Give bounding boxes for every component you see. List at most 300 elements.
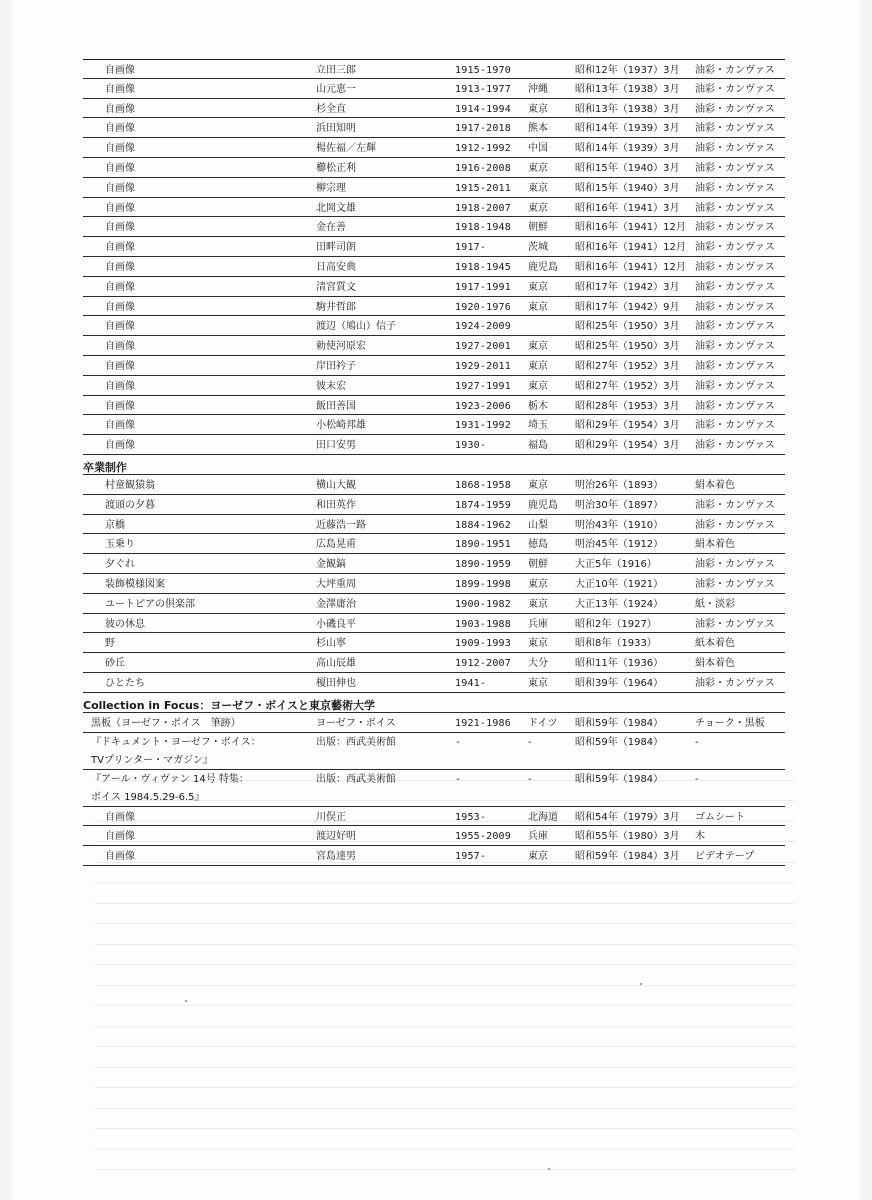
work-title-cell: [105, 261, 135, 274]
medium: 油彩・カンヴァス: [695, 321, 775, 333]
table-row: [83, 138, 785, 158]
production-date: 昭和59年（1984）: [575, 717, 664, 729]
work-title: 自画像: [105, 222, 135, 234]
table-row: [83, 495, 785, 515]
birthplace: 朝鮮: [528, 559, 548, 571]
artist-name: 清宮質文: [316, 281, 356, 293]
table-row: [83, 574, 785, 594]
birthplace: 東京: [528, 380, 548, 392]
artist-years: 1914-1994: [455, 103, 511, 115]
work-title: 自画像: [105, 202, 135, 214]
table-row: [83, 846, 785, 866]
medium: 油彩・カンヴァス: [695, 380, 775, 392]
work-title: 自画像: [105, 420, 135, 432]
artist-years: 1868-1958: [455, 479, 511, 491]
medium: 油彩・カンヴァス: [695, 222, 775, 234]
work-title-cell: [105, 400, 135, 413]
production-date: 大正5年（1916）: [575, 559, 657, 571]
work-title-cell: [105, 360, 135, 373]
artist-name: 櫛松正利: [316, 162, 356, 174]
artist-name: 川俣正: [316, 811, 346, 823]
birthplace: ドイツ: [528, 717, 558, 729]
work-title: ユートピアの倶楽部: [105, 598, 195, 610]
artist-years: 1955-2009: [455, 831, 511, 843]
work-title: 自画像: [105, 143, 135, 155]
work-title-cell: [105, 637, 115, 650]
artist-name: 出版：西武美術館: [316, 773, 396, 785]
artist-years: 1913-1977: [455, 83, 511, 95]
medium: 油彩・カンヴァス: [695, 559, 775, 571]
artist-name: 金在善: [316, 222, 346, 234]
work-title: 『アール・ヴィヴァン 14号 特集：: [91, 773, 249, 785]
work-title-cell: [105, 519, 125, 532]
medium: 油彩・カンヴァス: [695, 420, 775, 432]
medium: 油彩・カンヴァス: [695, 242, 775, 254]
table-row: [83, 515, 785, 535]
artist-years: 1912-2007: [455, 658, 511, 670]
table-row: [83, 733, 785, 770]
table-row: [83, 217, 785, 237]
work-title-cell: [105, 811, 135, 824]
birthplace: 東京: [528, 162, 548, 174]
medium: 油彩・カンヴァス: [695, 83, 775, 95]
birthplace: 東京: [528, 341, 548, 353]
medium: 油彩・カンヴァス: [695, 519, 775, 531]
work-title-cell: [105, 618, 145, 631]
medium: 油彩・カンヴァス: [695, 202, 775, 214]
section-heading: [83, 455, 785, 475]
medium: 絹本着色: [695, 539, 735, 551]
table-row: [83, 653, 785, 673]
work-title-cell: [105, 202, 135, 215]
table-row: [83, 673, 785, 693]
table-row: [83, 79, 785, 99]
work-title-cell: [105, 162, 135, 175]
work-title-cell: [105, 499, 155, 512]
artist-years: -: [455, 773, 462, 785]
artist-years: 1941-: [455, 677, 487, 689]
artist-name: 渡辺（鳩山）信子: [316, 321, 396, 333]
artist-years: 1923-2006: [455, 400, 511, 412]
artist-years: 1920-1976: [455, 301, 511, 313]
work-title: 渡頭の夕暮: [105, 499, 155, 511]
production-date: 昭和16年（1941）12月: [575, 222, 686, 234]
work-title-cell: [105, 558, 135, 571]
production-date: 昭和2年（1927）: [575, 618, 657, 630]
medium: 油彩・カンヴァス: [695, 123, 775, 135]
artist-years: 1915-1970: [455, 65, 511, 76]
artist-years: 1930-: [455, 440, 487, 452]
work-title-cell: [91, 736, 261, 767]
work-title-cell: [105, 182, 135, 195]
medium: -: [695, 736, 699, 748]
production-date: 大正10年（1921）: [575, 578, 664, 590]
production-date: 昭和55年（1980）3月: [575, 831, 680, 843]
birthplace: 東京: [528, 281, 548, 293]
work-title-cell: [105, 598, 195, 611]
artist-name: 横山大観: [316, 479, 356, 491]
work-title-cell: [105, 83, 135, 96]
medium: ビデオテープ: [695, 851, 755, 863]
medium: 油彩・カンヴァス: [695, 677, 775, 689]
production-date: 昭和25年（1950）3月: [575, 341, 680, 353]
table-row: [83, 435, 785, 455]
work-title-line2: ボイス 1984.5.29-6.5』: [91, 791, 205, 803]
birthplace: 山梨: [528, 519, 548, 531]
birthplace: 東京: [528, 103, 548, 115]
table-row: [83, 277, 785, 297]
work-title-line2: TVプリンター・マガジン』: [91, 754, 213, 766]
work-title: 自画像: [105, 242, 135, 254]
medium: 絹本着色: [695, 658, 735, 670]
work-title: 自画像: [105, 811, 135, 823]
table-row: [83, 807, 785, 827]
medium: 紙本着色: [695, 638, 735, 650]
medium: 木: [695, 831, 705, 843]
production-date: 昭和27年（1952）3月: [575, 360, 680, 372]
medium: 油彩・カンヴァス: [695, 440, 775, 452]
artist-name: 勅使河原宏: [316, 341, 366, 353]
artist-name: 駒井哲郎: [316, 301, 356, 313]
work-title-cell: [91, 773, 249, 804]
work-title: 野: [105, 638, 115, 650]
birthplace: 東京: [528, 677, 548, 689]
birthplace: 東京: [528, 578, 548, 590]
artist-years: 1916-2008: [455, 162, 511, 174]
artist-years: 1912-1992: [455, 143, 511, 155]
production-date: 昭和25年（1950）3月: [575, 321, 680, 333]
work-title: 自画像: [105, 380, 135, 392]
birthplace: 茨城: [528, 242, 548, 254]
artist-years: 1957-: [455, 851, 487, 863]
medium: 油彩・カンヴァス: [695, 162, 775, 174]
medium: 油彩・カンヴァス: [695, 499, 775, 511]
table-row: [83, 396, 785, 416]
work-title-cell: [105, 419, 135, 432]
birthplace: 鹿児島: [528, 499, 558, 511]
work-title-cell: [105, 320, 135, 333]
birthplace: 兵庫: [528, 831, 548, 843]
work-title-cell: [105, 439, 135, 452]
work-title-cell: [105, 479, 155, 492]
medium: 油彩・カンヴァス: [695, 143, 775, 155]
artist-name: 和田英作: [316, 499, 356, 511]
artist-name: 宮島達男: [316, 851, 356, 863]
medium: 油彩・カンヴァス: [695, 341, 775, 353]
table-row: [83, 316, 785, 336]
medium: 紙・淡彩: [695, 598, 735, 610]
artist-name: 北岡文雄: [316, 202, 356, 214]
artist-years: 1924-2009: [455, 321, 511, 333]
birthplace: 北海道: [528, 811, 558, 823]
work-title-cell: [105, 64, 135, 77]
table-row: [83, 198, 785, 218]
scan-speck: [640, 983, 642, 985]
work-title-cell: [105, 241, 135, 254]
work-title: 京橋: [105, 519, 125, 531]
birthplace: 東京: [528, 638, 548, 650]
table-row: [83, 534, 785, 554]
table-row: [83, 594, 785, 614]
production-date: 昭和14年（1939）3月: [575, 143, 680, 155]
table-row: [83, 99, 785, 119]
birthplace: 東京: [528, 851, 548, 863]
artist-name: 近藤浩一路: [316, 519, 366, 531]
production-date: 昭和15年（1940）3月: [575, 162, 680, 174]
production-date: 昭和12年（1937）3月: [575, 65, 680, 76]
artist-years: 1918-1945: [455, 261, 511, 273]
artist-name: 楊佐福／左輝: [316, 143, 376, 155]
work-title: 玉乗り: [105, 539, 135, 551]
work-title-cell: [105, 340, 135, 353]
work-title: 自画像: [105, 400, 135, 412]
work-title: 自画像: [105, 123, 135, 135]
table-row: [83, 376, 785, 396]
artist-name: 金観鎬: [316, 559, 346, 571]
artist-years: 1890-1959: [455, 559, 511, 571]
production-date: 昭和16年（1941）12月: [575, 261, 686, 273]
table-row: [83, 59, 785, 79]
birthplace: 熊本: [528, 123, 548, 135]
birthplace: 栃木: [528, 400, 548, 412]
work-title-cell: [105, 281, 135, 294]
work-title: ひとたち: [105, 677, 145, 689]
birthplace: 福島: [528, 440, 548, 452]
production-date: 昭和11年（1936）: [575, 658, 664, 670]
work-title: 夕ぐれ: [105, 559, 135, 571]
birthplace: 東京: [528, 479, 548, 491]
medium: 油彩・カンヴァス: [695, 360, 775, 372]
artist-name: 柳宗理: [316, 182, 346, 194]
work-title-cell: [105, 677, 145, 690]
table-row: [83, 415, 785, 435]
table-row: [83, 770, 785, 807]
table-row: [83, 826, 785, 846]
scan-speck: [185, 1000, 187, 1002]
artist-years: 1918-2007: [455, 202, 511, 214]
medium: 油彩・カンヴァス: [695, 400, 775, 412]
work-title-cell: [105, 830, 135, 843]
production-date: 昭和16年（1941）3月: [575, 202, 680, 214]
table-row: [83, 475, 785, 495]
production-date: 昭和54年（1979）3月: [575, 811, 680, 823]
medium: 油彩・カンヴァス: [695, 281, 775, 293]
artist-years: 1918-1948: [455, 222, 511, 234]
artist-name: 小磯良平: [316, 618, 356, 630]
production-date: 昭和28年（1953）3月: [575, 400, 680, 412]
production-date: 昭和15年（1940）3月: [575, 182, 680, 194]
production-date: 昭和13年（1938）3月: [575, 103, 680, 115]
production-date: 昭和27年（1952）3月: [575, 380, 680, 392]
artist-years: 1890-1951: [455, 539, 511, 551]
scan-speck: [548, 1168, 550, 1170]
artist-years: 1900-1982: [455, 598, 511, 610]
birthplace: -: [528, 736, 532, 748]
artist-name: 飯田善国: [316, 400, 356, 412]
artist-years: 1927-2001: [455, 341, 511, 353]
artist-name: 大坪重周: [316, 578, 356, 590]
artist-name: 小松崎邦雄: [316, 420, 366, 432]
table-row: [83, 178, 785, 198]
work-title: 装飾模様図案: [105, 578, 165, 590]
artist-years: 1915-2011: [455, 182, 511, 194]
birthplace: 埼玉: [528, 420, 548, 432]
artist-name: 浜田知明: [316, 123, 356, 135]
table-row: [83, 297, 785, 317]
artist-years: 1917-1991: [455, 281, 511, 293]
work-title: 自画像: [105, 321, 135, 333]
birthplace: 東京: [528, 360, 548, 372]
artist-years: 1903-1988: [455, 618, 511, 630]
work-title-cell: [105, 122, 135, 135]
medium: -: [695, 773, 699, 785]
table-row: [83, 257, 785, 277]
medium: 絹本着色: [695, 479, 735, 491]
artist-name: 彼末宏: [316, 380, 346, 392]
work-title: 自画像: [105, 182, 135, 194]
work-title-cell: [105, 578, 165, 591]
medium: 油彩・カンヴァス: [695, 103, 775, 115]
work-title: 自画像: [105, 341, 135, 353]
table-row: [83, 614, 785, 634]
birthplace: -: [528, 773, 532, 785]
artist-name: 杉全直: [316, 103, 346, 115]
production-date: 昭和8年（1933）: [575, 638, 657, 650]
production-date: 昭和59年（1984）: [575, 773, 664, 785]
medium: 油彩・カンヴァス: [695, 182, 775, 194]
work-title-cell: [105, 380, 135, 393]
work-title: 砂丘: [105, 658, 125, 670]
table-row: [83, 554, 785, 574]
table-row: [83, 356, 785, 376]
medium: ゴムシート: [695, 811, 745, 823]
birthplace: 沖縄: [528, 83, 548, 95]
work-title: 自画像: [105, 103, 135, 115]
production-date: 明治45年（1912）: [575, 539, 664, 551]
artist-years: 1931-1992: [455, 420, 511, 432]
artist-years: 1929-2011: [455, 360, 511, 372]
birthplace: 東京: [528, 202, 548, 214]
artist-name: 日高安典: [316, 261, 356, 273]
work-title-cell: [105, 221, 135, 234]
artist-years: 1927-1991: [455, 380, 511, 392]
artist-name: ヨーゼフ・ボイス: [316, 717, 396, 729]
table-row: [83, 237, 785, 257]
birthplace: 東京: [528, 182, 548, 194]
work-title-cell: [105, 301, 135, 314]
medium: 油彩・カンヴァス: [695, 578, 775, 590]
work-title: 自画像: [105, 851, 135, 863]
artist-name: 榎田伸也: [316, 677, 356, 689]
work-title: 『ドキュメント・ヨーゼフ・ボイス：: [91, 736, 261, 748]
work-title: 自画像: [105, 162, 135, 174]
production-date: 昭和14年（1939）3月: [575, 123, 680, 135]
work-title: 自画像: [105, 360, 135, 372]
medium: 油彩・カンヴァス: [695, 65, 775, 76]
artist-name: 金澤庸治: [316, 598, 356, 610]
work-title-cell: [105, 850, 135, 863]
table-row: [83, 633, 785, 653]
production-date: 大正13年（1924）: [575, 598, 664, 610]
production-date: 昭和17年（1942）9月: [575, 301, 680, 313]
artist-years: -: [455, 736, 462, 748]
production-date: 昭和17年（1942）3月: [575, 281, 680, 293]
birthplace: 中国: [528, 143, 548, 155]
table-row: [83, 713, 785, 733]
work-title: 黒板（ヨーゼフ・ボイス 筆跡）: [91, 717, 241, 729]
artist-years: 1921-1986: [455, 717, 511, 729]
artist-name: 渡辺好明: [316, 831, 356, 843]
birthplace: 東京: [528, 301, 548, 313]
artist-name: 岸田衿子: [316, 360, 356, 372]
medium: 油彩・カンヴァス: [695, 261, 775, 273]
production-date: 昭和59年（1984）3月: [575, 851, 680, 863]
artist-years: 1884-1962: [455, 519, 511, 531]
production-date: 昭和16年（1941）12月: [575, 242, 686, 254]
artist-years: 1874-1959: [455, 499, 511, 511]
table-row: [83, 158, 785, 178]
artist-name: 杉山寧: [316, 638, 346, 650]
section-title: Collection in Focus：ヨーゼフ・ボイスと東京藝術大学: [83, 698, 376, 712]
artist-name: 山元恵一: [316, 83, 356, 95]
artist-name: 田口安男: [316, 440, 356, 452]
birthplace: 兵庫: [528, 618, 548, 630]
section-title: 卒業制作: [83, 460, 127, 474]
artist-name: 田畔司朗: [316, 242, 356, 254]
artist-years: 1917-: [455, 242, 487, 254]
production-date: 昭和13年（1938）3月: [575, 83, 680, 95]
artist-years: 1917-2018: [455, 123, 511, 135]
production-date: 明治43年（1910）: [575, 519, 664, 531]
section-heading: [83, 693, 785, 713]
work-title: 自画像: [105, 83, 135, 95]
production-date: 昭和39年（1964）: [575, 677, 664, 689]
medium: 油彩・カンヴァス: [695, 618, 775, 630]
artwork-list-table: [83, 59, 785, 866]
work-title: 自画像: [105, 301, 135, 313]
artist-name: 広島晃甫: [316, 539, 356, 551]
production-date: 昭和29年（1954）3月: [575, 440, 680, 452]
work-title: 自画像: [105, 261, 135, 273]
work-title: 自画像: [105, 281, 135, 293]
production-date: 昭和59年（1984）: [575, 736, 664, 748]
birthplace: 大分: [528, 658, 548, 670]
artist-name: 出版：西武美術館: [316, 736, 396, 748]
birthplace: 徳島: [528, 539, 548, 551]
artist-name: 高山辰雄: [316, 658, 356, 670]
medium: チョーク・黒板: [695, 717, 765, 729]
work-title: 自画像: [105, 831, 135, 843]
medium: 油彩・カンヴァス: [695, 301, 775, 313]
production-date: 昭和29年（1954）3月: [575, 420, 680, 432]
table-row: [83, 336, 785, 356]
birthplace: 朝鮮: [528, 222, 548, 234]
birthplace: 東京: [528, 598, 548, 610]
table-row: [83, 118, 785, 138]
work-title-cell: [105, 103, 135, 116]
work-title-cell: [105, 538, 135, 551]
birthplace: 鹿児島: [528, 261, 558, 273]
artist-name: 立田三郎: [316, 65, 356, 76]
artist-years: 1909-1993: [455, 638, 511, 650]
work-title: 村童観猿翁: [105, 479, 155, 491]
work-title-cell: [91, 717, 241, 730]
artist-years: 1953-: [455, 811, 487, 823]
work-title: 自画像: [105, 65, 135, 76]
work-title-cell: [105, 142, 135, 155]
work-title: 自画像: [105, 440, 135, 452]
artist-years: 1899-1998: [455, 578, 511, 590]
